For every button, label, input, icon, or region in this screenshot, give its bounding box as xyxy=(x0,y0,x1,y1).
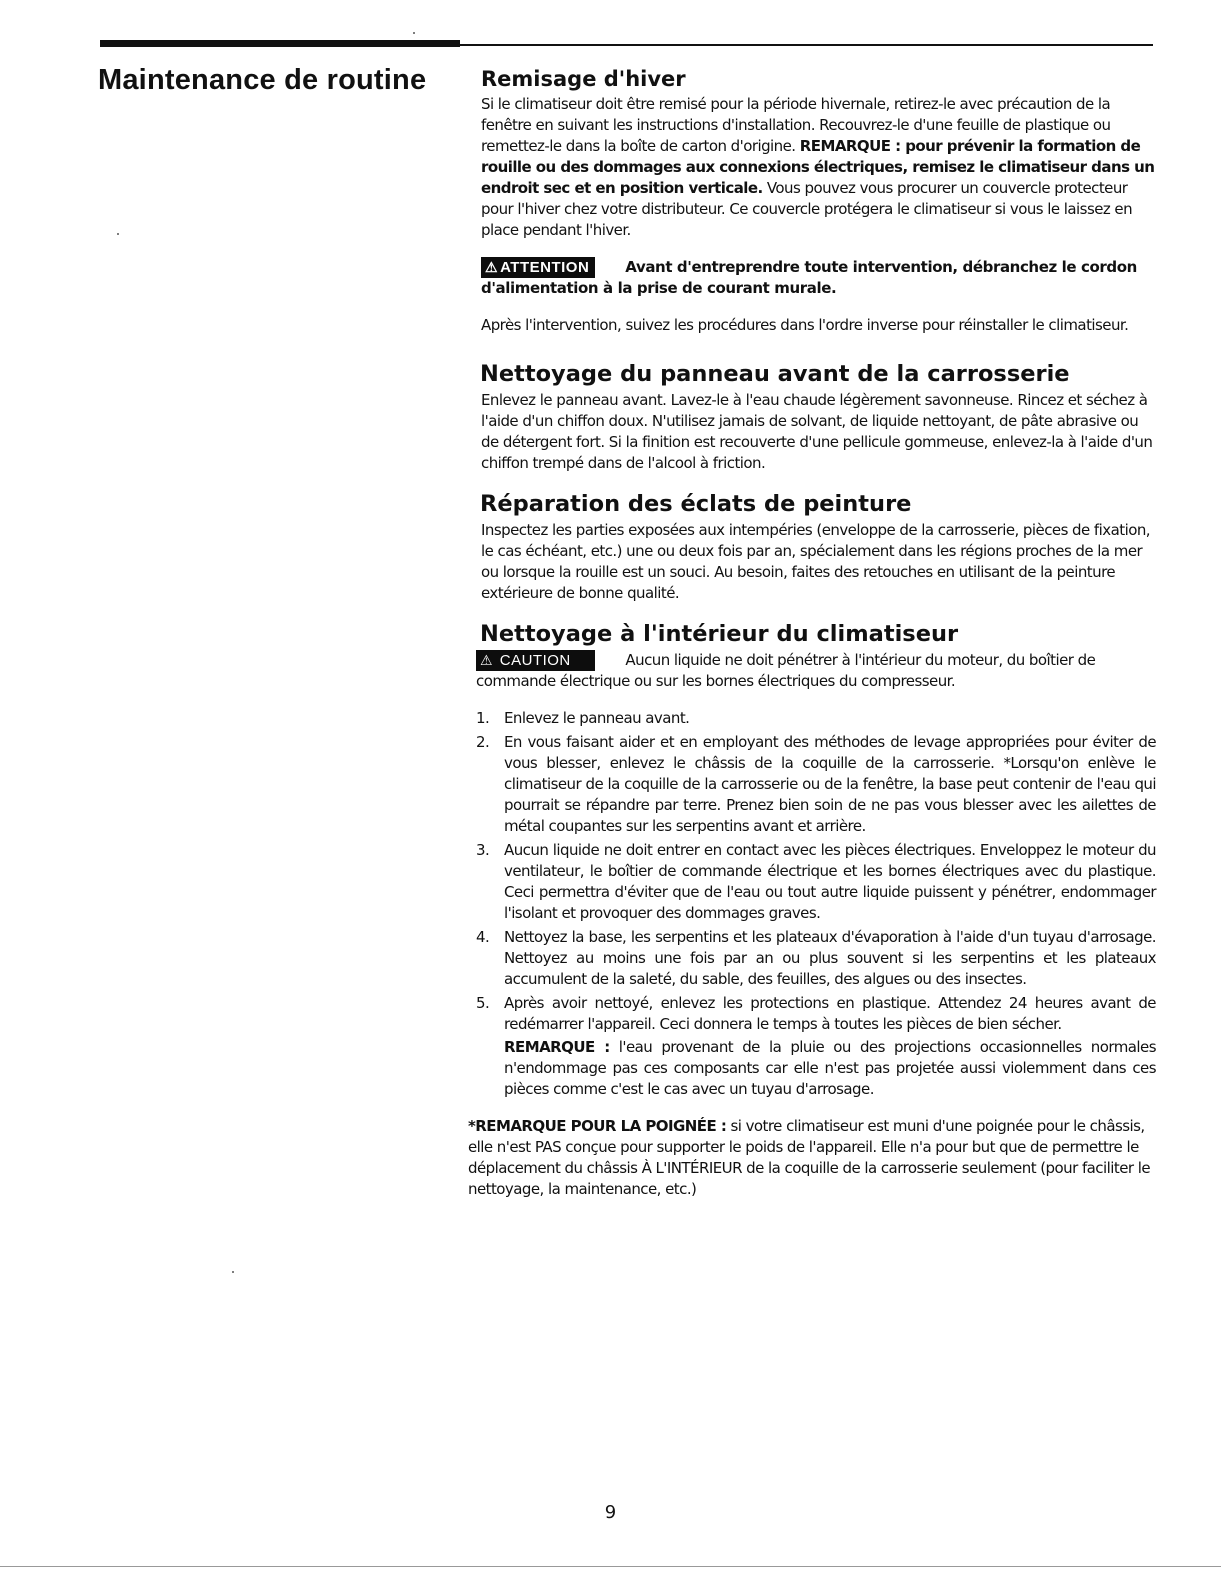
caution-text: Aucun liquide ne doit pénétrer à l'intérieur du moteur, du boîtier de commande électrique ou sur les bornes électriques du compresseur. xyxy=(476,651,1096,690)
page-number: 9 xyxy=(604,1502,617,1523)
section-winter-storage xyxy=(473,66,1156,336)
paint-paragraph: Inspectez les parties exposées aux intempéries (enveloppe de la carrosserie, pièces de fixation, le cas échéant, etc.) une ou deux fois par an, spécialement dans les régions proches de la mer ou lorsque la rouille est un souci. Au besoin, faites des retouches en utilisant de la peinture extérieure de bonne qualité. xyxy=(481,521,1150,602)
section-heading: Remisage d'hiver xyxy=(481,67,686,91)
main-content xyxy=(468,66,1156,1200)
warning-badge: ⚠ ATTENTION xyxy=(481,257,595,278)
list-item: 4. Nettoyez la base, les serpentins et les plateaux d'évaporation à l'aide d'un tuyau d'arrosage. Nettoyez au moins une fois par an ou plus souvent si les serpentins et les plateaux accumulent de la saleté, du sable, des feuilles, des algues ou des insectes. xyxy=(476,928,1156,988)
warning-triangle-icon: ⚠ xyxy=(485,259,499,275)
section-front-panel xyxy=(473,360,1156,474)
page-title: Maintenance de routine xyxy=(98,64,427,96)
cleaning-steps-list xyxy=(473,708,1156,1100)
section-heading: Nettoyage à l'intérieur du climatiseur xyxy=(480,621,959,647)
remarque-note: REMARQUE : l'eau provenant de la pluie ou des projections occasionnelles normales n'endommage pas ces composants car elle n'est pas projetée aussi violemment dans ces pièces comme c'est le cas avec un tuyau d'arrosage. xyxy=(504,1038,1156,1098)
warning-text: Avant d'entreprendre toute intervention, débranchez le cordon d'alimentation à la prise de courant murale. xyxy=(481,258,1137,297)
winter-note-bold: REMARQUE : pour prévenir la formation de rouille ou des dommages aux connexions électriques, remisez le climatiseur dans un endroit sec et en position verticale. xyxy=(481,137,1155,197)
section-heading: Nettoyage du panneau avant de la carrosserie xyxy=(480,361,1070,387)
caution-badge: ⚠ CAUTION xyxy=(476,650,595,671)
list-item: 2. En vous faisant aider et en employant des méthodes de levage appropriées pour éviter de vous blesser, enlevez le châssis de la coquille de la carrosserie. *Lorsqu'on enlève le climatiseur de la coquille de la carrosserie ou de la fenêtre, la base peut contenir de l'eau qui pourrait se répandre par terre. Prenez bien soin de ne pas vous blesser avec les ailettes de métal coupantes sur les serpentins avant et arrière. xyxy=(476,733,1156,835)
list-item: 5. Après avoir nettoyé, enlevez les protections en plastique. Attendez 24 heures avant de redémarrer l'appareil. Ceci donnera le temps à toutes les pièces de bien sécher. REMARQUE : l'eau provenant de la pluie ou des projections occasionnelles normales n'endommage pas ces composants car elle n'est pas projetée aussi violemment dans ces pièces comme c'est le cas avec un tuyau d'arrosage. xyxy=(476,994,1156,1098)
winter-paragraph: Si le climatiseur doit être remisé pour la période hivernale, retirez-le avec précaution de la fenêtre en suivant les instructions d'installation. Recouvrez-le d'une feuille de plastique ou remettez-le dans la boîte de carton d'origine. REMARQUE : pour prévenir la formation de rouille ou des dommages aux connexions électriques, remisez le climatiseur dans un endroit sec et en position verticale. Vous pouvez vous procurer un couvercle protecteur pour l'hiver chez votre distributeur. Ce couvercle protégera le climatiseur si vous le laissez en place pendant l'hiver. xyxy=(481,95,1155,239)
bottom-rule xyxy=(0,1566,1221,1567)
after-paragraph: Après l'intervention, suivez les procédures dans l'ordre inverse pour réinstaller le climatiseur. xyxy=(481,316,1129,334)
handle-note: *REMARQUE POUR LA POIGNÉE : si votre climatiseur est muni d'une poignée pour le châssis, elle n'est PAS conçue pour supporter le poids de l'appareil. Elle n'a pour but que de permettre le déplacement du châssis À L'INTÉRIEUR de la coquille de la carrosserie seulement (pour faciliter le nettoyage, la maintenance, etc.) xyxy=(468,1117,1151,1198)
caution-paragraph xyxy=(476,650,1156,692)
section-paint xyxy=(473,490,1156,604)
warning-paragraph xyxy=(481,257,1156,299)
scan-speck xyxy=(117,233,119,235)
scan-speck xyxy=(232,1271,234,1273)
front-panel-paragraph: Enlevez le panneau avant. Lavez-le à l'eau chaude légèrement savonneuse. Rincez et séchez à l'aide d'un chiffon doux. N'utilisez jamais de solvant, de liquide nettoyant, de pâte abrasive ou de détergent fort. Si la finition est recouverte d'une pellicule gommeuse, enlevez-la à l'aide d'un chiffon trempé dans de l'alcool à friction. xyxy=(481,391,1153,472)
scan-speck xyxy=(413,32,415,34)
section-heading: Réparation des éclats de peinture xyxy=(480,491,912,517)
list-item: 3. Aucun liquide ne doit entrer en contact avec les pièces électriques. Enveloppez le moteur du ventilateur, le boîtier de commande électrique et les bornes électriques avec du plastique. Ceci permettra d'éviter que de l'eau ou tout autre liquide puissent y pénétrer, endommager l'isolant et provoquer des dommages graves. xyxy=(476,841,1156,922)
warning-triangle-icon: ⚠ xyxy=(480,652,494,668)
list-item: 1. Enlevez le panneau avant. xyxy=(476,709,690,727)
section-interior xyxy=(473,620,1156,1100)
top-rule-heavy xyxy=(100,40,460,47)
